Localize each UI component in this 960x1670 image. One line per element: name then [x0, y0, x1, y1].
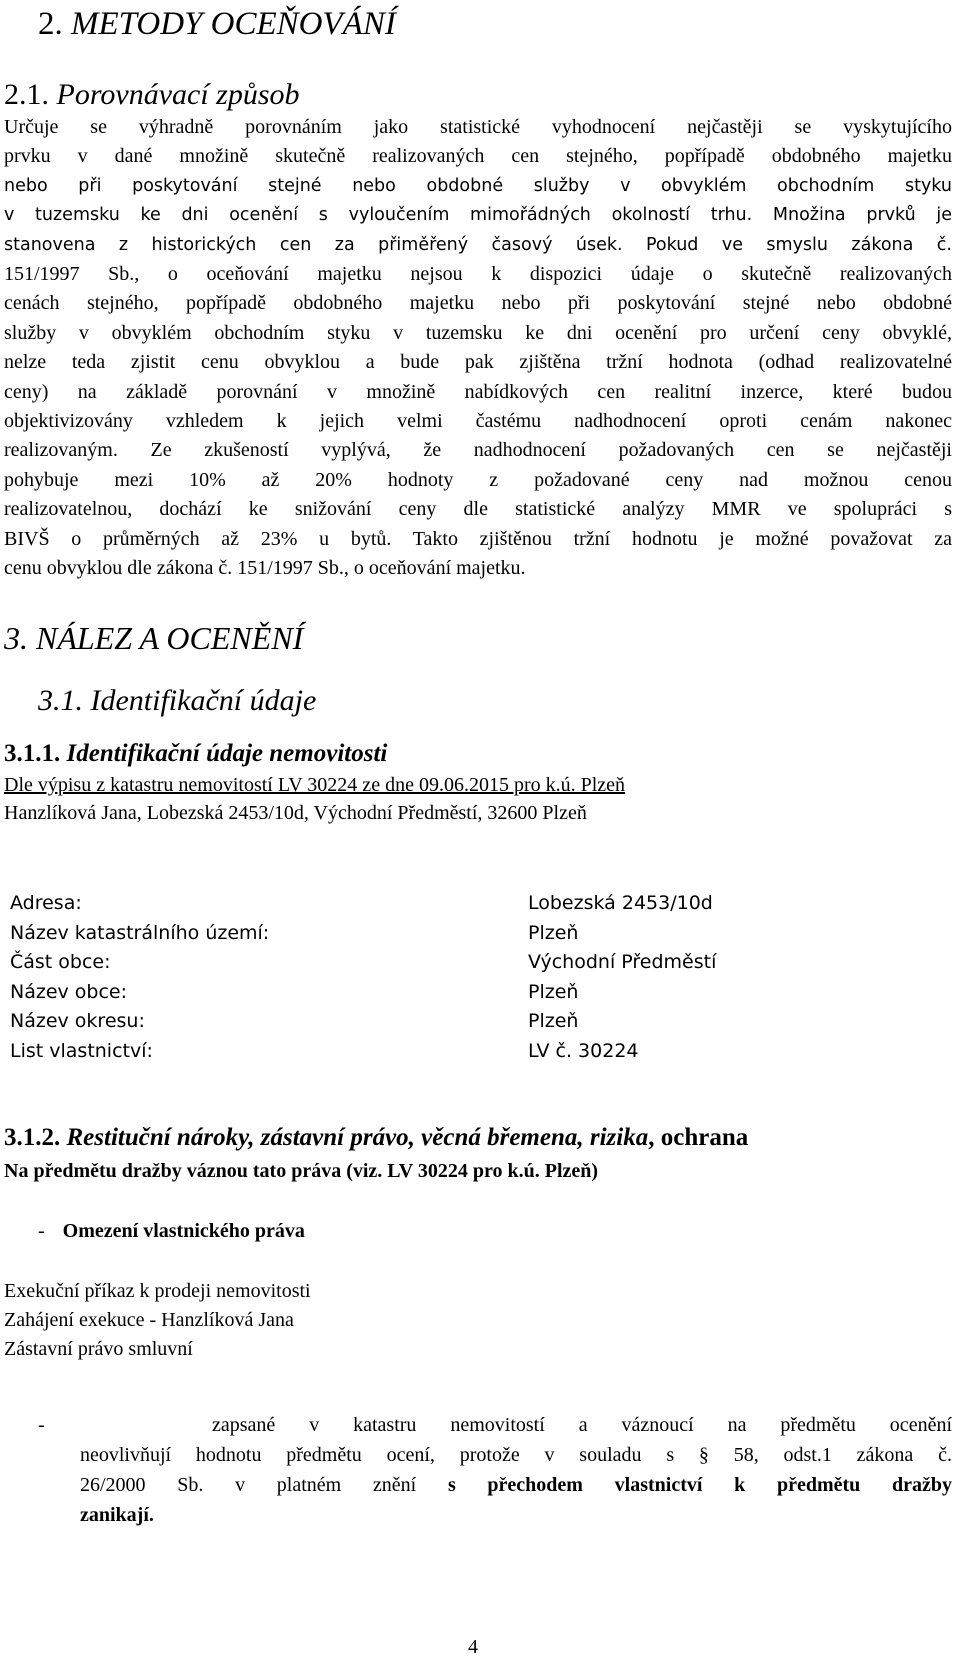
table-value: Lobezská 2453/10d	[528, 892, 713, 914]
table-key: Název obce:	[10, 980, 128, 1003]
section-title-suffix: , ochrana	[648, 1124, 749, 1151]
section-number: 3.1.1.	[4, 740, 61, 767]
table-row	[10, 922, 910, 952]
section-number: 2.1.	[4, 78, 49, 111]
paragraph-line: pohybuje mezi 10% až 20% hodnoty z požadované ceny nad možnou cenou	[4, 468, 952, 491]
paragraph-line: BIVŠ o průměrných až 23% u bytů. Takto zjištěnou tržní hodnotu je možné považovat za	[4, 527, 952, 550]
list-dash: -	[38, 1220, 45, 1242]
table-key: Název okresu:	[10, 1010, 145, 1032]
note-line: zapsané v katastru nemovitostí a váznoucí na předmětu ocenění	[212, 1414, 952, 1436]
table-key: Název katastrálního území:	[10, 921, 270, 944]
section-number: 3.1.2.	[4, 1124, 61, 1151]
section-heading-3-1-1	[4, 740, 387, 768]
paragraph-line: realizovaným. Ze zkušeností vyplývá, že nadhodnocení požadovaných cen se nejčastěji	[4, 439, 952, 462]
encumbrance-item: Exekuční příkaz k prodeji nemovitosti	[4, 1280, 311, 1302]
section-title: Identifikační údaje	[90, 684, 317, 717]
table-key: Adresa:	[10, 892, 82, 914]
table-value: LV č. 30224	[528, 1039, 639, 1062]
restriction-item	[38, 1220, 305, 1243]
paragraph-line: Určuje se výhradně porovnáním jako statistické vyhodnocení nejčastěji se vyskytujícího	[4, 116, 952, 138]
note-line: neovlivňují hodnotu předmětu ocení, protože v souladu s § 58, odst.1 zákona č.	[80, 1444, 952, 1466]
table-key: Část obce:	[10, 951, 111, 973]
paragraph-line: 151/1997 Sb., o oceňování majetku nejsou k dispozici údaje o skutečně realizovaných	[4, 263, 952, 286]
owner-line: Hanzlíková Jana, Lobezská 2453/10d, Východní Předměstí, 32600 Plzeň	[4, 802, 587, 824]
paragraph-line: cenu obvyklou dle zákona č. 151/1997 Sb., o oceňování majetku.	[4, 557, 526, 580]
note-line	[80, 1470, 952, 1500]
section-title: NÁLEZ A OCENĚNÍ	[36, 620, 304, 656]
table-row	[10, 892, 910, 922]
table-row	[10, 1010, 910, 1040]
paragraph-line: prvku v dané množině skutečně realizovaných cen stejného, popřípadě obdobného majetku	[4, 145, 952, 168]
table-value: Východní Předměstí	[528, 951, 717, 973]
section-heading-3-1	[38, 684, 316, 718]
section-title: Identifikační údaje nemovitosti	[66, 740, 388, 767]
paragraph-line: nelze teda zjistit cenu obvyklou a bude pak zjištěna tržní hodnota (odhad realizovatelné	[4, 351, 952, 374]
table-row	[10, 981, 910, 1011]
table-value: Plzeň	[528, 980, 579, 1003]
encumbrance-item: Zahájení exekuce - Hanzlíková Jana	[4, 1309, 294, 1331]
section-heading-3	[4, 620, 303, 657]
property-table	[10, 892, 910, 1069]
table-row	[10, 1040, 910, 1070]
section-heading-3-1-2	[4, 1124, 748, 1152]
section-title: Restituční nároky, zástavní právo, věcná břemena, rizika	[66, 1124, 649, 1151]
paragraph-line: ceny) na základě porovnání v množině nabídkových cen realitní inzerce, které budou	[4, 380, 952, 403]
paragraph-line: nebo při poskytování stejné nebo obdobné služby v obvyklém obchodním styku	[4, 175, 952, 196]
paragraph-line: v tuzemsku ke dni ocenění s vyloučením mimořádných okolností trhu. Množina prvků je	[4, 205, 952, 226]
note-line: zanikají.	[80, 1504, 154, 1526]
page-number: 4	[468, 1636, 478, 1658]
encumbrance-item: Zástavní právo smluvní	[4, 1338, 193, 1360]
table-key: List vlastnictví:	[10, 1039, 153, 1062]
section-number: 3.	[4, 620, 28, 656]
section-title: METODY OCEŇOVÁNÍ	[71, 6, 396, 42]
section-heading-2-1	[4, 78, 300, 112]
paragraph-line: cenách stejného, popřípadě obdobného majetku nebo při poskytování stejné nebo obdobné	[4, 292, 952, 315]
table-value: Plzeň	[528, 921, 579, 944]
restriction-label: Omezení vlastnického práva	[62, 1220, 305, 1242]
list-dash: -	[38, 1414, 45, 1436]
note-text: 26/2000 Sb. v platném znění	[80, 1474, 448, 1496]
rights-line: Na předmětu dražby váznou tato práva (viz. LV 30224 pro k.ú. Plzeň)	[4, 1160, 599, 1182]
section-heading-2	[38, 6, 396, 43]
comparative-method-paragraph	[4, 113, 952, 584]
section-title: Porovnávací způsob	[56, 78, 300, 111]
table-row	[10, 951, 910, 981]
cadastre-extract-line: Dle výpisu z katastru nemovitostí LV 30224 ze dne 09.06.2015 pro k.ú. Plzeň	[4, 774, 626, 796]
section-number: 2.	[38, 6, 63, 42]
table-value: Plzeň	[528, 1010, 579, 1032]
note-body	[80, 1410, 952, 1530]
paragraph-line: realizovatelnou, dochází ke snižování ceny dle statistické analýzy MMR ve spolupráci s	[4, 498, 952, 521]
section-number: 3.1.	[38, 684, 83, 717]
paragraph-line: objektivizovány vzhledem k jejich velmi častému nadhodnocení oproti cenám nakonec	[4, 410, 952, 433]
paragraph-line: stanovena z historických cen za přiměřený časový úsek. Pokud ve smyslu zákona č.	[4, 234, 952, 255]
note-bold-text: s přechodem vlastnictví k předmětu dražby	[447, 1474, 952, 1496]
paragraph-line: služby v obvyklém obchodním styku v tuzemsku ke dni ocenění pro určení ceny obvyklé,	[4, 321, 952, 344]
